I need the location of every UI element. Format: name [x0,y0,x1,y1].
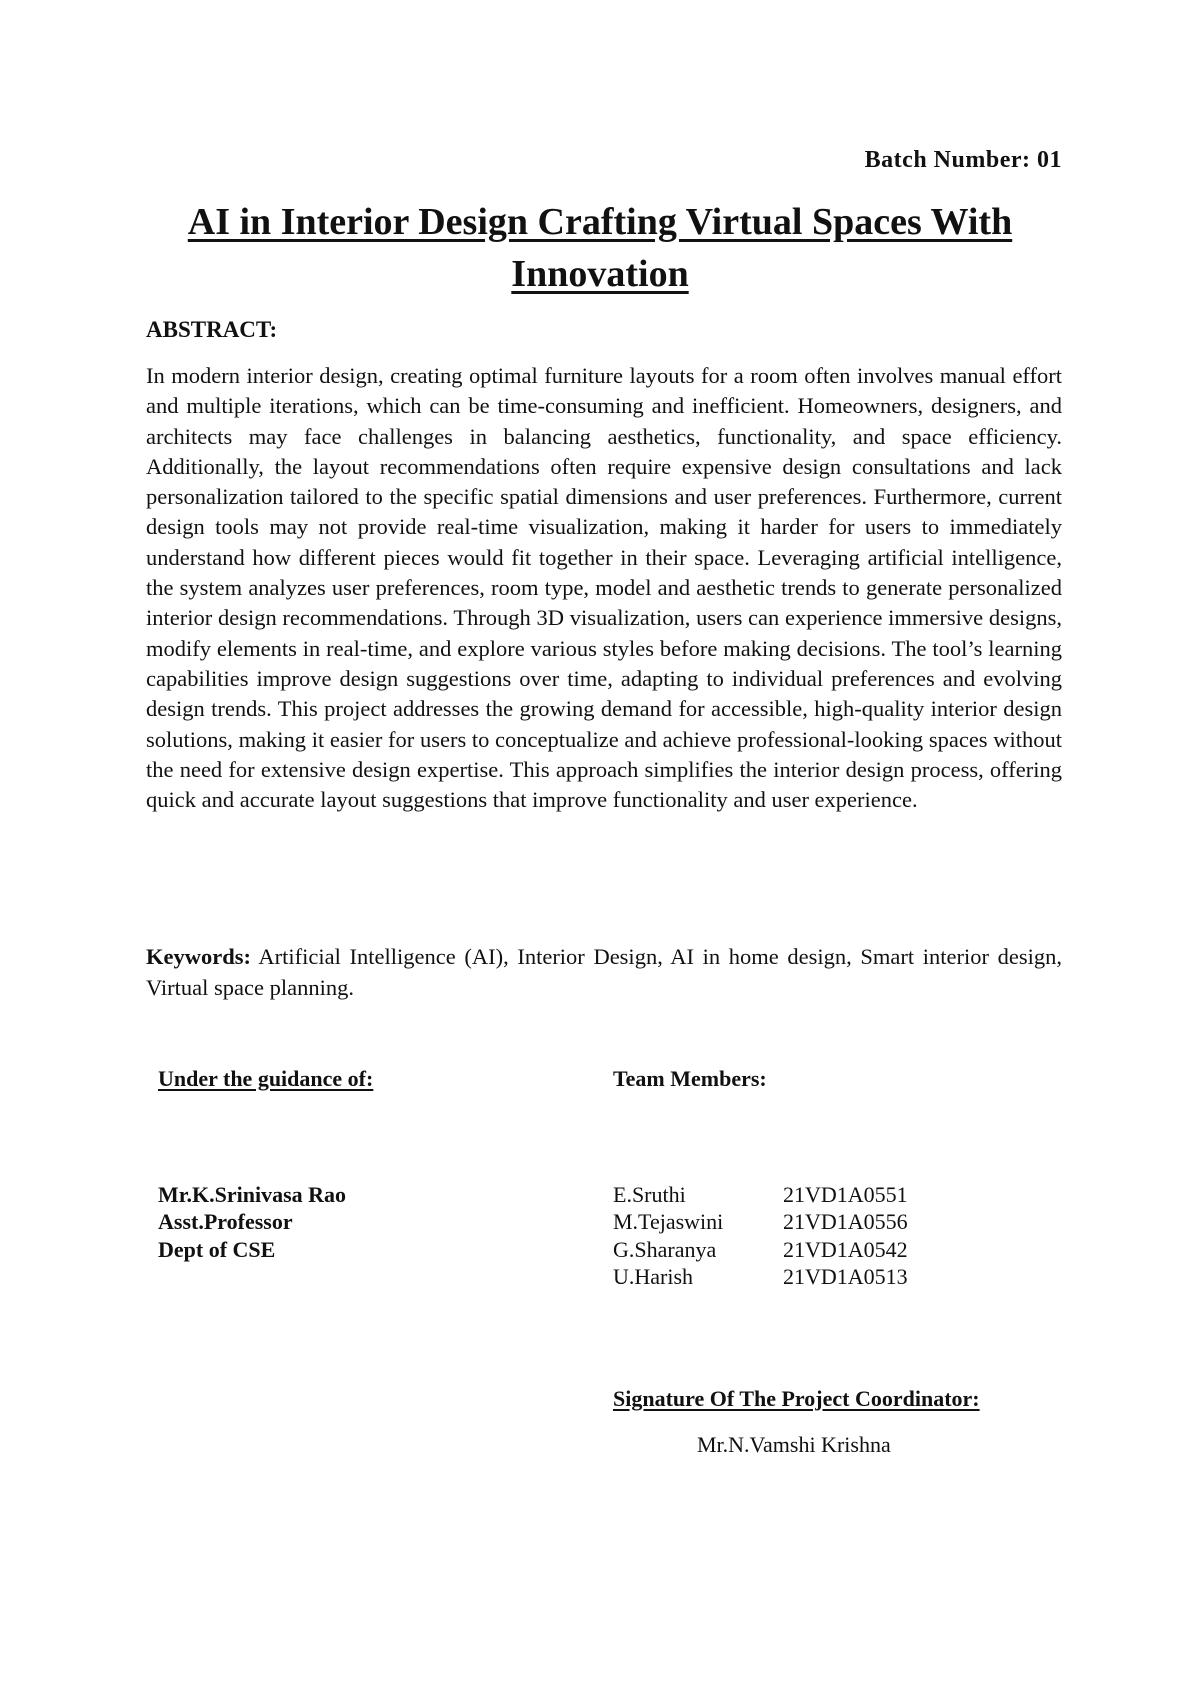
team-heading: Team Members: [613,1066,767,1091]
guide-designation: Asst.Professor [158,1209,293,1234]
coordinator-name: Mr.N.Vamshi Krishna [697,1432,891,1457]
keywords-text: Artificial Intelligence (AI), Interior Design, AI in home design, Smart interior design, Virtual space planning. [146,944,1062,1000]
member-id: 21VD1A0513 [783,1264,908,1289]
signature-heading: Signature Of The Project Coordinator: [613,1386,980,1411]
signature-section [613,1385,1033,1458]
keywords-paragraph [146,941,1062,1003]
member-id: 21VD1A0551 [783,1181,908,1207]
guide-name: Mr.K.Srinivasa Rao [158,1181,347,1207]
team-section [613,1065,943,1291]
guidance-section [158,1065,373,1263]
team-member [613,1181,943,1209]
member-id: 21VD1A0556 [783,1209,908,1234]
member-name: M.Tejaswini [613,1209,724,1234]
batch-number: Batch Number: 01 [864,147,1062,173]
guide-department: Dept of CSE [158,1236,276,1262]
abstract-body: In modern interior design, creating optimal furniture layouts for a room often involves manual effort and multiple iterations, which can be time-consuming and inefficient. Homeowners, designers, and architects may face challenges in balancing aesthetics, functionality, and space efficiency. Additionally, the layout recommendations often require expensive design consultations and lack personalization tailored to the specific spatial dimensions and user preferences. Furthermore, current design tools may not provide real-time visualization, making it harder for users to immediately understand how different pieces would fit together in their space. Leveraging artificial intelligence, the system analyzes user preferences, room type, model and aesthetic trends to generate personalized interior design recommendations. Through 3D visualization, users can experience immersive designs, modify elements in real-time, and explore various styles before making decisions. The tool’s learning capabilities improve design suggestions over time, adapting to individual preferences and evolving design trends. This project addresses the growing demand for accessible, high-quality interior design solutions, making it easier for users to conceptualize and achieve professional-looking spaces without the need for extensive design expertise. This approach simplifies the interior design process, offering quick and accurate layout suggestions that improve functionality and user experience. [146,363,1062,813]
team-member [613,1263,943,1291]
guidance-heading: Under the guidance of: [158,1066,374,1091]
team-member [613,1236,943,1264]
document-title: AI in Interior Design Crafting Virtual Spaces With Innovation [187,201,1013,295]
keywords-label: Keywords: [146,944,251,969]
member-name: G.Sharanya [613,1236,717,1262]
member-name: E.Sruthi [613,1181,686,1207]
member-name: U.Harish [613,1264,694,1289]
member-id: 21VD1A0542 [783,1236,908,1262]
abstract-heading: ABSTRACT: [146,317,278,342]
team-member [613,1208,943,1236]
